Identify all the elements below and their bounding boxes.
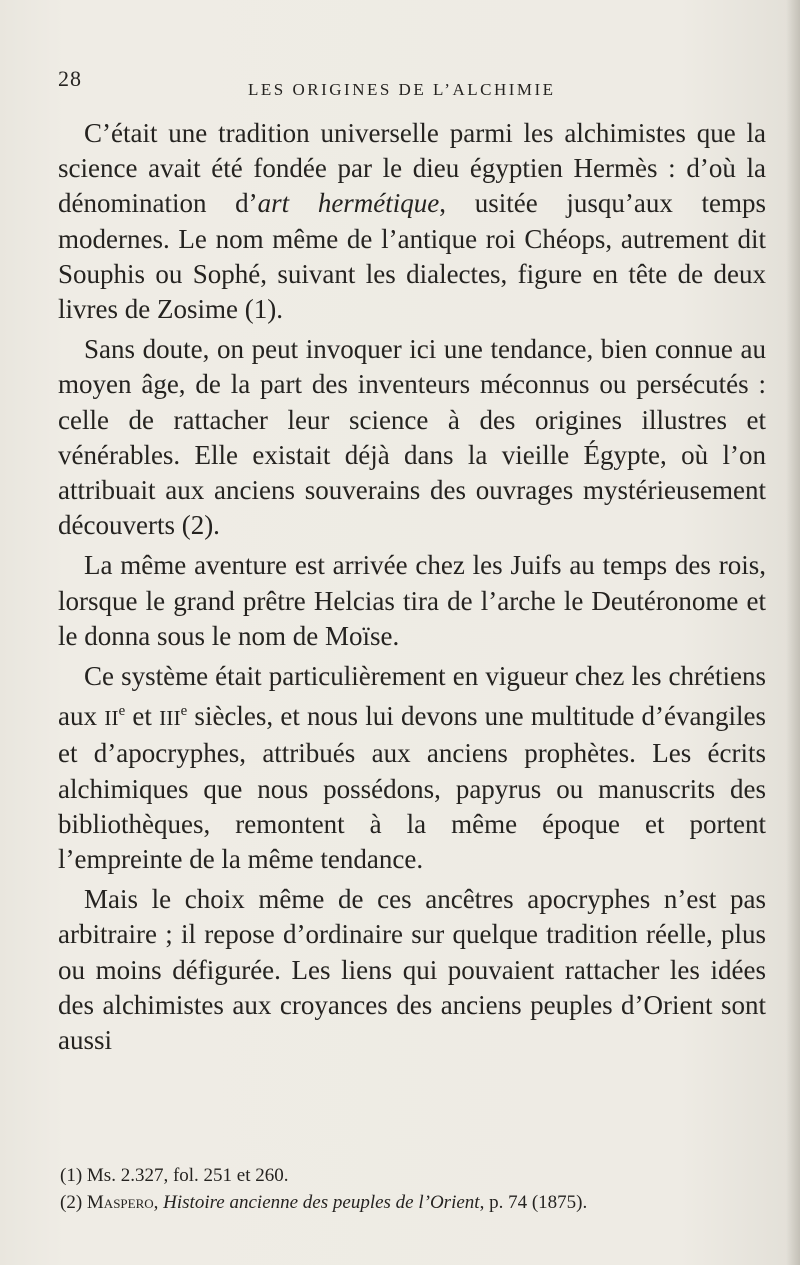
footnote-title: Histoire ancienne des peuples de l’Orient <box>163 1192 480 1213</box>
footnote-1: (1) Ms. 2.327, fol. 251 et 260. <box>60 1165 289 1186</box>
page-header <box>58 66 758 106</box>
paragraph-1: C’était une tradition universelle parmi les alchimistes que la science avait été fondée par le dieu égyptien Hermès : d’où la dénomination d’art hermétique, usitée jusqu’aux temps modernes. Le nom même de l’antique roi Chéops, autrement dit Souphis ou Sophé, suivant les dialectes, figure en tête de deux livres de Zosime (1). <box>58 118 766 325</box>
page-number: 28 <box>58 66 82 91</box>
footnote-author: Maspero <box>86 1192 154 1213</box>
page-edge-shadow <box>786 0 800 1265</box>
body-text <box>58 116 766 1063</box>
footnotes <box>58 1162 766 1216</box>
running-head: LES ORIGINES DE L’ALCHIMIE <box>248 80 556 99</box>
paragraph-2: Sans doute, on peut invoquer ici une tendance, bien connue au moyen âge, de la part des inventeurs méconnus ou persécutés : celle de rattacher leur science à des origines illustres et vénérables. Elle existait déjà dans la vieille Égypte, où l’on attribuait aux anciens souverains des ouvrages mystérieusement découverts (2). <box>58 334 766 541</box>
paragraph-5: Mais le choix même de ces ancêtres apocryphes n’est pas arbitraire ; il repose d’ordinaire sur quelque tradition réelle, plus ou moins défigurée. Les liens qui pouvaient rattacher les idées des alchimistes aux croyances des anciens peuples d’Orient sont aussi <box>58 884 766 1056</box>
footnote-2: (2) Maspero, Histoire ancienne des peuples de l’Orient, p. 74 (1875). <box>60 1192 588 1213</box>
paragraph-3: La même aventure est arrivée chez les Juifs au temps des rois, lorsque le grand prêtre Helcias tira de l’arche le Deutéronome et le donna sous le nom de Moïse. <box>58 550 766 651</box>
paragraph-4: Ce système était particulièrement en vigueur chez les chrétiens aux IIe et IIIe siècles, et nous lui devons une multitude d’évangiles et d’apocryphes, attribués aux anciens prophètes. Les écrits alchimiques que nous possédons, papyrus ou manuscrits des bibliothèques, remontent à la même époque et portent l’empreinte de la même tendance. <box>58 661 766 875</box>
